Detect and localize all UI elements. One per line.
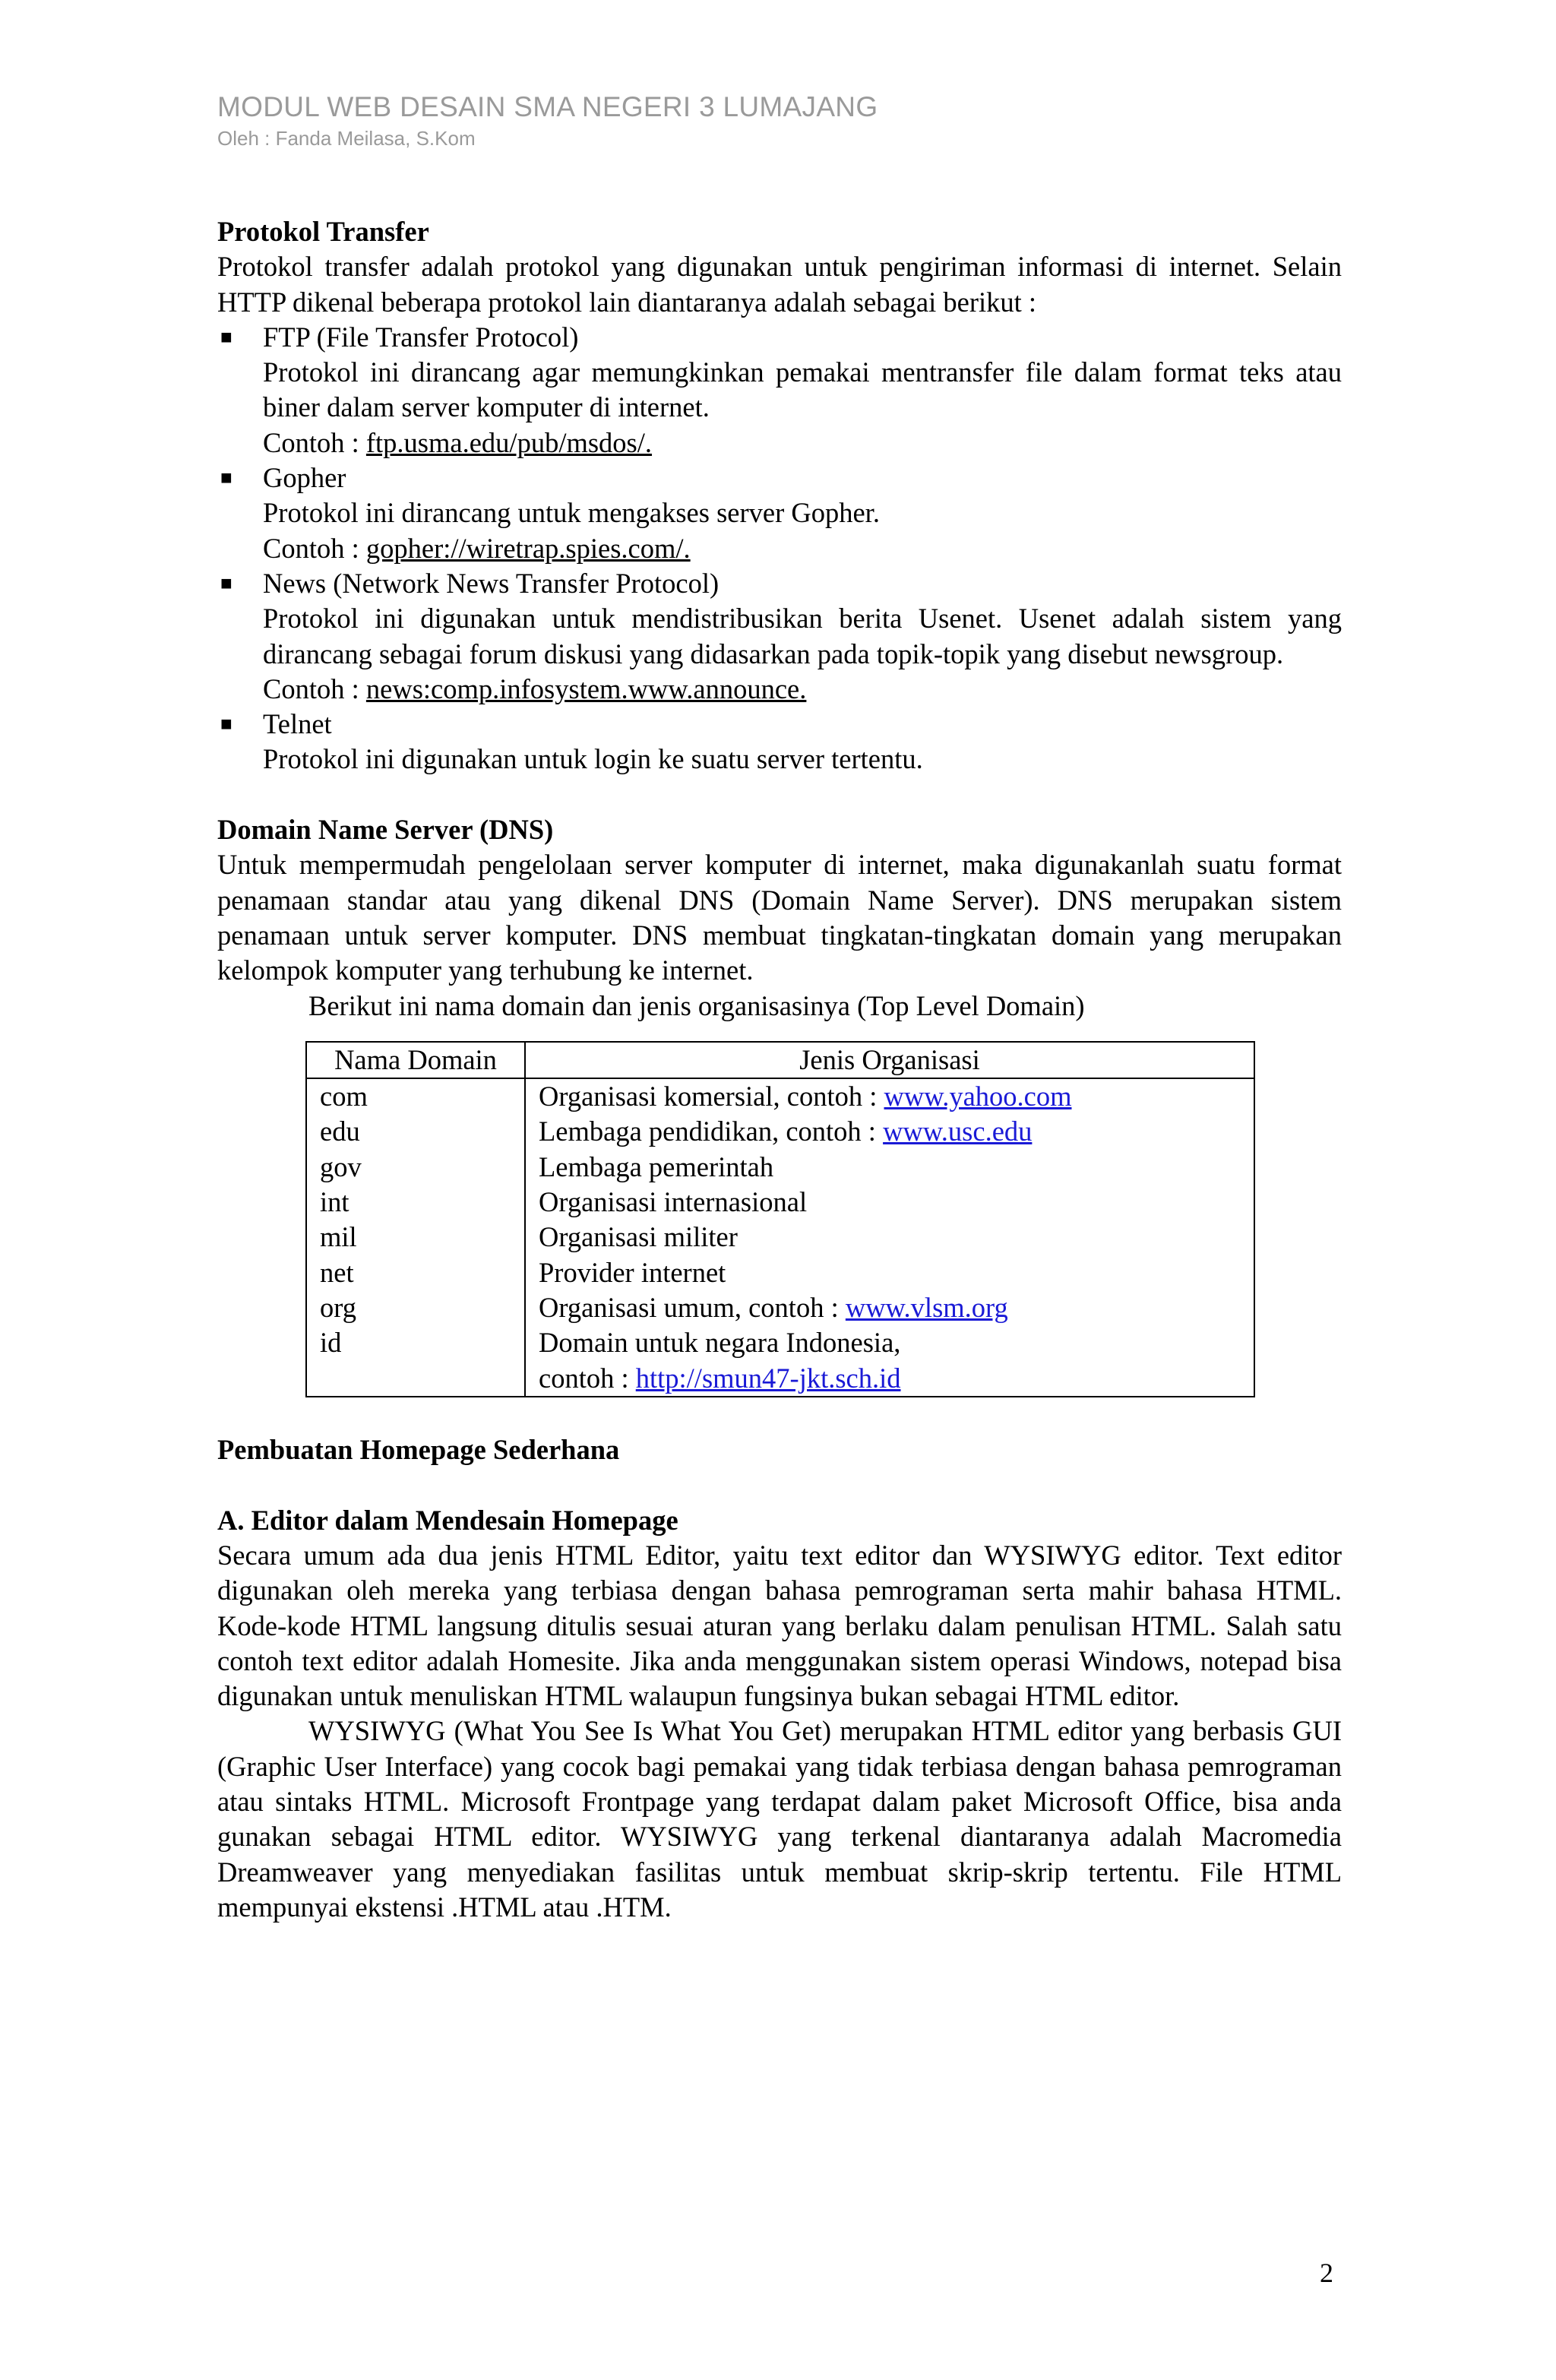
table-row xyxy=(306,1325,1254,1397)
item-desc: Protokol ini digunakan untuk login ke suatu server tertentu. xyxy=(263,743,923,775)
domain-cell: mil xyxy=(306,1220,525,1255)
domain-cell: int xyxy=(306,1185,525,1220)
editor-paragraph-1: Secara umum ada dua jenis HTML Editor, yaitu text editor dan WYSIWYG editor. Text editor digunakan oleh mereka yang terbiasa dengan bahasa pemrograman serta mahir bahasa HTML. Kode-kode HTML langsung ditulis sesuai aturan yang berlaku dalam penulisan HTML. Salah satu contoh text editor adalah Homesite. Jika anda menggunakan sistem operasi Windows, notepad bisa digunakan untuk menuliskan HTML walaupun fungsinya bukan sebagai HTML editor. xyxy=(217,1539,1342,1712)
dns-heading: Domain Name Server (DNS) xyxy=(217,814,554,846)
organisasi-cell: Lembaga pendidikan, contoh : www.usc.edu xyxy=(525,1114,1254,1149)
organisasi-cell: Organisasi komersial, contoh : www.yahoo.com xyxy=(525,1078,1254,1114)
item-example xyxy=(263,672,1342,707)
list-item-news xyxy=(217,566,1342,707)
bullet-square-icon: ■ xyxy=(220,325,232,348)
item-desc: Protokol ini dirancang untuk mengakses server Gopher. xyxy=(263,497,880,529)
dns-paragraph: Untuk mempermudah pengelolaan server komputer di internet, maka digunakanlah suatu format penamaan standar atau yang dikenal DNS (Domain Name Server). DNS merupakan sistem penamaan untuk server komputer. DNS membuat tingkatan-tingkatan domain yang merupakan kelompok komputer yang terhubung ke internet. xyxy=(217,849,1342,986)
example-link[interactable]: news:comp.infosystem.www.announce. xyxy=(365,673,807,704)
page-content xyxy=(217,214,1342,1925)
column-header-organisasi: Jenis Organisasi xyxy=(525,1042,1254,1078)
domain-link[interactable]: www.yahoo.com xyxy=(884,1081,1072,1112)
domain-cell: id xyxy=(306,1325,525,1397)
item-desc: Protokol ini digunakan untuk mendistribusikan berita Usenet. Usenet adalah sistem yang dirancang sebagai forum diskusi yang didasarkan pada topik-topik yang disebut newsgroup. xyxy=(263,603,1342,669)
list-item-gopher xyxy=(217,460,1342,566)
item-title: Telnet xyxy=(263,708,332,740)
table-row xyxy=(306,1150,1254,1185)
bullet-square-icon: ■ xyxy=(220,467,232,489)
page-number: 2 xyxy=(1320,2258,1333,2288)
editor-paragraph-2: WYSIWYG (What You See Is What You Get) merupakan HTML editor yang berbasis GUI (Graphic User Interface) yang cocok bagi pemakai yang tidak terbiasa dengan bahasa pemrograman atau sintaks HTML. Microsoft Frontpage yang terdapat dalam paket Microsoft Office, bisa anda gunakan sebagai HTML editor. WYSIWYG yang terkenal diantaranya adalah Macromedia Dreamweaver yang menyediakan fasilitas untuk membuat skrip-skrip tertentu. File HTML mempunyai ekstensi .HTML atau .HTM. xyxy=(217,1715,1342,1923)
table-row xyxy=(306,1185,1254,1220)
organisasi-cell: Lembaga pemerintah xyxy=(525,1150,1254,1185)
organisasi-cell: Domain untuk negara Indonesia, contoh : http://smun47-jkt.sch.id xyxy=(525,1325,1254,1397)
item-title: Gopher xyxy=(263,462,346,494)
example-label: Contoh : xyxy=(263,532,366,564)
dns-table-intro: Berikut ini nama domain dan jenis organisasinya (Top Level Domain) xyxy=(308,989,1085,1021)
list-item-ftp xyxy=(217,320,1342,460)
item-title: News (Network News Transfer Protocol) xyxy=(263,567,719,599)
example-label: Contoh : xyxy=(263,426,366,458)
domain-cell: org xyxy=(306,1290,525,1325)
bullet-square-icon: ■ xyxy=(220,571,232,594)
example-label: Contoh : xyxy=(263,673,366,704)
organisasi-cell: Provider internet xyxy=(525,1255,1254,1290)
domain-cell: edu xyxy=(306,1114,525,1149)
table-row xyxy=(306,1078,1254,1114)
domain-link[interactable]: www.usc.edu xyxy=(883,1116,1033,1147)
table-row xyxy=(306,1114,1254,1149)
domain-cell: gov xyxy=(306,1150,525,1185)
example-link[interactable]: gopher://wiretrap.spies.com/. xyxy=(365,532,691,564)
header-subtitle: Oleh : Fanda Meilasa, S.Kom xyxy=(217,127,476,150)
homepage-heading: Pembuatan Homepage Sederhana xyxy=(217,1434,620,1466)
domain-link[interactable]: http://smun47-jkt.sch.id xyxy=(635,1362,901,1394)
editor-subheading: A. Editor dalam Mendesain Homepage xyxy=(217,1504,678,1536)
protokol-heading: Protokol Transfer xyxy=(217,216,429,247)
table-row xyxy=(306,1220,1254,1255)
item-desc: Protokol ini dirancang agar memungkinkan pemakai mentransfer file dalam format teks atau biner dalam server komputer di internet. xyxy=(263,356,1342,423)
item-example xyxy=(263,531,1342,566)
domain-link[interactable]: www.vlsm.org xyxy=(845,1291,1008,1323)
table-row xyxy=(306,1290,1254,1325)
bullet-square-icon: ■ xyxy=(220,713,232,736)
table-row xyxy=(306,1255,1254,1290)
domain-cell: net xyxy=(306,1255,525,1290)
column-header-domain: Nama Domain xyxy=(306,1042,525,1078)
item-title: FTP (File Transfer Protocol) xyxy=(263,321,579,353)
page-header xyxy=(217,88,878,150)
organisasi-cell: Organisasi umum, contoh : www.vlsm.org xyxy=(525,1290,1254,1325)
protokol-intro: Protokol transfer adalah protokol yang digunakan untuk pengiriman informasi di internet. Selain HTTP dikenal beberapa protokol lain diantaranya adalah sebagai berikut : xyxy=(217,251,1342,318)
domain-cell: com xyxy=(306,1078,525,1114)
example-link[interactable]: ftp.usma.edu/pub/msdos/. xyxy=(365,426,653,458)
organisasi-cell: Organisasi militer xyxy=(525,1220,1254,1255)
domain-table xyxy=(305,1041,1255,1397)
organisasi-cell: Organisasi internasional xyxy=(525,1185,1254,1220)
item-example xyxy=(263,426,1342,460)
header-title: MODUL WEB DESAIN SMA NEGERI 3 LUMAJANG xyxy=(217,91,878,122)
list-item-telnet xyxy=(217,707,1342,777)
